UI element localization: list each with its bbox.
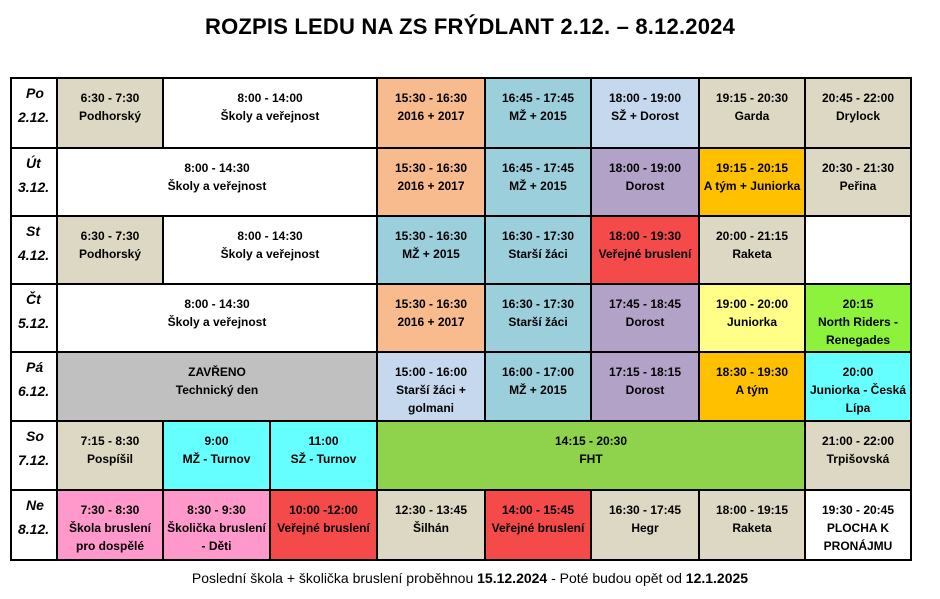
schedule-slot xyxy=(163,490,270,560)
slot-time: 8:30 - 9:30 xyxy=(187,503,246,517)
schedule-slot xyxy=(57,421,163,490)
slot-label: Dorost xyxy=(625,315,665,329)
slot-time: 15:30 - 16:30 xyxy=(394,91,468,105)
slot-time: 16:45 - 17:45 xyxy=(501,91,575,105)
slot-label: SŽ + Dorost xyxy=(611,109,679,123)
slot-label: Trpišovská xyxy=(826,452,890,466)
slot-label: 2016 + 2017 xyxy=(397,179,465,193)
slot-time: 16:30 - 17:30 xyxy=(501,229,575,243)
slot-label: Garda xyxy=(734,109,770,123)
schedule-slot xyxy=(699,352,805,421)
schedule-slot xyxy=(699,216,805,284)
slot-label: Technický den xyxy=(175,383,259,397)
footer-middle: - Poté budou opět od xyxy=(547,570,686,586)
schedule-slot xyxy=(57,284,377,352)
slot-label: Školička bruslení - Děti xyxy=(167,521,266,553)
page-title: ROZPIS LEDU NA ZS FRÝDLANT 2.12. – 8.12.2024 xyxy=(204,14,736,39)
slot-time: 18:00 - 19:30 xyxy=(608,229,682,243)
slot-label: MŽ - Turnov xyxy=(182,452,251,466)
slot-time: 14:15 - 20:30 xyxy=(554,434,628,448)
schedule-slot xyxy=(57,148,377,216)
slot-label: Starší žáci + golmani xyxy=(396,383,466,415)
schedule-slot xyxy=(805,352,911,421)
day-date: 7.12. xyxy=(18,452,50,468)
slot-label: Pospíšil xyxy=(86,452,133,466)
slot-time: 19:00 - 20:00 xyxy=(715,297,789,311)
schedule-slot xyxy=(57,78,163,148)
slot-label: Podhorský xyxy=(78,247,141,261)
slot-label: MŽ + 2015 xyxy=(509,179,567,193)
slot-label: Podhorský xyxy=(78,109,141,123)
schedule-slot xyxy=(163,78,377,148)
schedule-slot xyxy=(591,490,699,560)
slot-time: 6:30 - 7:30 xyxy=(80,91,140,105)
schedule-slot xyxy=(591,352,699,421)
slot-time: 20:30 - 21:30 xyxy=(821,161,895,175)
day-name: So xyxy=(26,428,44,444)
slot-time: 12:30 - 13:45 xyxy=(394,503,468,517)
schedule-table xyxy=(10,77,912,561)
slot-label: MŽ + 2015 xyxy=(402,247,460,261)
footer-date-1: 15.12.2024 xyxy=(477,570,548,586)
slot-time: 16:45 - 17:45 xyxy=(501,161,575,175)
schedule-slot xyxy=(377,216,485,284)
slot-time: 15:30 - 16:30 xyxy=(394,161,468,175)
slot-label: Veřejné bruslení xyxy=(491,521,585,535)
slot-time: 15:00 - 16:00 xyxy=(394,365,468,379)
slot-time: 16:00 - 17:00 xyxy=(501,365,575,379)
slot-time: 14:00 - 15:45 xyxy=(501,503,575,517)
slot-time: ZAVŘENO xyxy=(188,365,246,379)
schedule-slot xyxy=(57,490,163,560)
slot-time: 17:45 - 18:45 xyxy=(608,297,682,311)
slot-time: 6:30 - 7:30 xyxy=(80,229,140,243)
slot-time: 20:00 - 21:15 xyxy=(715,229,789,243)
slot-label: Veřejné bruslení xyxy=(277,521,370,535)
schedule-slot xyxy=(270,490,377,560)
schedule-slot xyxy=(377,490,485,560)
schedule-slot xyxy=(270,421,377,490)
slot-label: Školy a veřejnost xyxy=(220,247,320,261)
slot-label: Starší žáci xyxy=(508,315,568,329)
slot-time: 8:00 - 14:30 xyxy=(237,229,303,243)
slot-label: 2016 + 2017 xyxy=(397,109,465,123)
schedule-slot xyxy=(377,421,805,490)
day-label xyxy=(11,148,57,216)
slot-label: Školy a veřejnost xyxy=(220,109,320,123)
slot-time: 16:30 - 17:30 xyxy=(501,297,575,311)
day-date: 8.12. xyxy=(18,521,50,537)
slot-time: 20:15 xyxy=(842,297,874,311)
day-label xyxy=(11,78,57,148)
slot-time: 16:30 - 17:45 xyxy=(608,503,682,517)
slot-label: Školy a veřejnost xyxy=(167,315,267,329)
schedule-slot xyxy=(699,490,805,560)
day-name: St xyxy=(26,223,40,239)
schedule-slot xyxy=(699,284,805,352)
schedule-slot xyxy=(805,148,911,216)
day-date: 2.12. xyxy=(18,109,50,125)
slot-label: Školy a veřejnost xyxy=(167,179,267,193)
day-label xyxy=(11,421,57,490)
schedule-slot xyxy=(377,78,485,148)
slot-time: 9:00 xyxy=(204,434,229,448)
day-name: Ne xyxy=(26,497,44,513)
schedule-slot xyxy=(377,148,485,216)
day-name: Pá xyxy=(26,359,44,375)
schedule-slot xyxy=(591,78,699,148)
schedule-slot xyxy=(57,216,163,284)
slot-time: 20:00 xyxy=(842,365,874,379)
day-label xyxy=(11,284,57,352)
schedule-slot xyxy=(591,216,699,284)
footer-note xyxy=(0,570,940,586)
slot-time: 18:00 - 19:15 xyxy=(715,503,789,517)
slot-label: MŽ + 2015 xyxy=(509,109,567,123)
schedule-slot xyxy=(485,148,591,216)
slot-label: MŽ + 2015 xyxy=(509,383,567,397)
slot-time: 10:00 -12:00 xyxy=(289,503,358,517)
day-name: Čt xyxy=(26,291,41,307)
day-date: 5.12. xyxy=(18,315,50,331)
slot-label: Raketa xyxy=(732,521,772,535)
day-label xyxy=(11,216,57,284)
schedule-slot xyxy=(485,352,591,421)
slot-time: 18:00 - 19:00 xyxy=(608,91,682,105)
slot-label: Dorost xyxy=(625,383,665,397)
day-date: 4.12. xyxy=(18,247,50,263)
slot-label: FHT xyxy=(579,452,603,466)
day-name: Po xyxy=(26,85,44,101)
schedule-slot xyxy=(377,352,485,421)
slot-time: 21:00 - 22:00 xyxy=(821,434,895,448)
slot-time: 11:00 xyxy=(308,434,339,448)
schedule-slot xyxy=(805,216,911,284)
footer-date-2: 12.1.2025 xyxy=(685,570,749,586)
slot-time: 19:30 - 20:45 xyxy=(821,503,895,517)
footer-prefix: Poslední škola + školička bruslení proběhnou xyxy=(191,570,478,586)
schedule-slot xyxy=(163,216,377,284)
schedule-slot xyxy=(163,421,270,490)
slot-time: 15:30 - 16:30 xyxy=(394,229,468,243)
schedule-slot xyxy=(485,284,591,352)
slot-label: Peřina xyxy=(839,179,877,193)
slot-time: 18:00 - 19:00 xyxy=(608,161,682,175)
slot-label: Juniorka - Česká Lípa xyxy=(809,383,907,415)
slot-label: North Riders - Renegades xyxy=(817,315,898,347)
slot-time: 19:15 - 20:15 xyxy=(715,161,789,175)
slot-label: Hegr xyxy=(631,521,659,535)
slot-time: 8:00 - 14:30 xyxy=(184,297,250,311)
slot-time: 7:30 - 8:30 xyxy=(80,503,140,517)
slot-label: SŽ - Turnov xyxy=(290,452,357,466)
schedule-slot xyxy=(805,284,911,352)
day-date: 3.12. xyxy=(18,179,50,195)
slot-label: Škola bruslení pro dospělé xyxy=(68,521,152,553)
schedule-slot xyxy=(485,490,591,560)
schedule-slot xyxy=(805,78,911,148)
slot-time: 18:30 - 19:30 xyxy=(715,365,789,379)
slot-time: 15:30 - 16:30 xyxy=(394,297,468,311)
slot-time: 17:15 - 18:15 xyxy=(608,365,682,379)
slot-label: Juniorka xyxy=(726,315,777,329)
slot-label: Drylock xyxy=(835,109,881,123)
schedule-slot xyxy=(699,148,805,216)
slot-label: Veřejné bruslení xyxy=(598,247,692,261)
slot-time: 20:45 - 22:00 xyxy=(821,91,895,105)
slot-label: Starší žáci xyxy=(508,247,568,261)
schedule-slot xyxy=(805,421,911,490)
slot-label: PLOCHA K PRONÁJMU xyxy=(823,521,893,553)
schedule-slot xyxy=(57,352,377,421)
day-label xyxy=(11,490,57,560)
schedule-slot xyxy=(591,284,699,352)
slot-time: 19:15 - 20:30 xyxy=(715,91,789,105)
schedule-slot xyxy=(485,216,591,284)
slot-label: 2016 + 2017 xyxy=(397,315,465,329)
schedule-slot xyxy=(377,284,485,352)
slot-label: Dorost xyxy=(625,179,665,193)
day-name: Út xyxy=(26,155,41,171)
schedule-slot xyxy=(699,78,805,148)
schedule-slot xyxy=(485,78,591,148)
day-date: 6.12. xyxy=(18,383,50,399)
slot-time: 8:00 - 14:00 xyxy=(237,91,303,105)
schedule-slot xyxy=(591,148,699,216)
schedule-slot xyxy=(805,490,911,560)
slot-time: 7:15 - 8:30 xyxy=(80,434,140,448)
slot-label: Raketa xyxy=(732,247,772,261)
slot-time: 8:00 - 14:30 xyxy=(184,161,250,175)
slot-label: A tým xyxy=(735,383,769,397)
slot-label: A tým + Juniorka xyxy=(703,179,801,193)
slot-label: Šilhán xyxy=(412,521,449,535)
day-label xyxy=(11,352,57,421)
